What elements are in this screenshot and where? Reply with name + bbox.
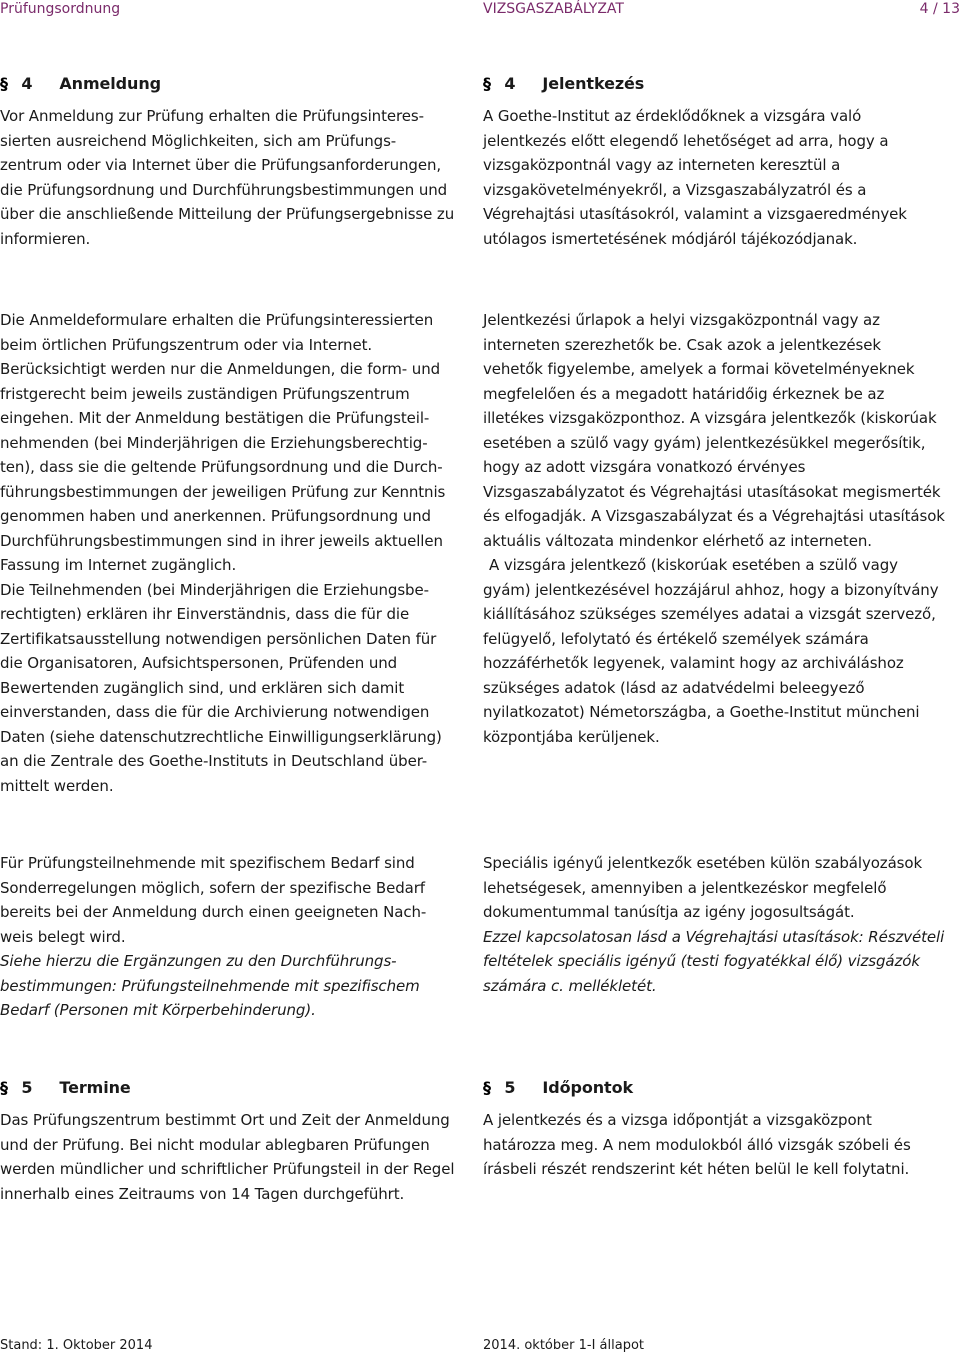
section-heading: [0, 72, 456, 96]
section-heading: [483, 72, 945, 96]
special-needs-text-hu: [483, 851, 945, 998]
section-title: Termine: [59, 1078, 131, 1097]
section-number: 4: [21, 74, 33, 93]
section-text: A jelentkezés és a vizsga időpontját a vizsgaközpont határozza meg. A nem modulokból álló vizsgák szóbeli és írásbeli részét rendszerint két héten belül le kell folytatni.: [483, 1111, 911, 1178]
section-4-de: [0, 72, 456, 251]
section-number: 4: [504, 74, 516, 93]
paragraph: Jelentkezési űrlapok a helyi vizsgaközpontnál vagy az interneten szerezhetők be. Csak azok a jelentkezések vehetők figyelembe, amelyek a formai követelményeknek megfelelően és a megadott határidőig érkeznek be az illetékes vizsgaközponthoz. A vizsgára jelentkezők (kiskorúak esetében a szülő vagy gyám) jelentkezésükkel megerősítik, hogy az adott vizsgára vonatkozó érvényes Vizsgaszabályzatot és Végrehajtási utasításokat megismerték és elfogadják. A Vizsgaszabályzat és a Végrehajtási utasítások aktuális változata mindenkor elérhető az interneten.: [483, 311, 945, 550]
section-text: A Goethe-Institut az érdeklődőknek a vizsgára való jelentkezés előtt elegendő lehetőséget ad arra, hogy a vizsgaközpontnál vagy az interneten keresztül a vizsgakövetelményekről, a Vizsgaszabályzatról és a Végrehajtási utasításokról, valamint a vizsgaeredmények utólagos ismertetésének módjáról tájékozódjanak.: [483, 107, 907, 248]
section-title: Jelentkezés: [542, 74, 645, 93]
paragraph: Ezzel kapcsolatosan lásd a Végrehajtási utasítások: Részvételi feltételek speciális igényű (testi fogyatékkal élő) vizsgázók számára c. mellékletét.: [483, 927, 945, 995]
paragraph: Siehe hierzu die Ergänzungen zu den Durchführungs-bestimmungen: Prüfungsteilnehmende mit spezifischem Bedarf (Personen mit Körperbehinderung).: [0, 952, 420, 1019]
section-4-hu: [483, 72, 945, 251]
footer-date-de: Stand: 1. Oktober 2014: [0, 1338, 153, 1353]
section-heading: [0, 1076, 456, 1100]
paragraph: Für Prüfungsteilnehmende mit spezifischem Bedarf sind Sonderregelungen möglich, sofern der spezifische Bedarf bereits bei der Anmeldung durch einen geeigneten Nach-weis belegt wird.: [0, 854, 427, 946]
paragraph: A vizsgára jelentkező (kiskorúak esetében a szülő vagy gyám) jelentkezésével hozzájárul ahhoz, hogy a bizonyítvány kiállításához szükséges személyes adatai a vizsgát szervező, felügyelő, lefolytató és értékelő személyek számára hozzáférhetők legyenek, valamint hogy az archiváláshoz szükséges adatok (lásd az adatvédelmi beleegyező nyilatkozatot) Németországba, a Goethe-Institut müncheni központjába kerüljenek.: [483, 556, 939, 746]
footer-date-hu: 2014. október 1-I állapot: [483, 1338, 644, 1353]
page-number: 4 / 13: [919, 1, 960, 17]
section-heading: [483, 1076, 945, 1100]
header-title-hu: VIZSGASZABÁLYZAT: [483, 1, 624, 17]
section-title: Anmeldung: [59, 74, 161, 93]
section-sign: §: [0, 74, 8, 93]
section-number: 5: [504, 1078, 516, 1097]
section-number: 5: [21, 1078, 33, 1097]
section-text: Das Prüfungszentrum bestimmt Ort und Zeit der Anmeldung und der Prüfung. Bei nicht modular ablegbaren Prüfungen werden mündlicher und schriftlicher Prüfungsteil in der Regel innerhalb eines Zeitraums von 14 Tagen durchgeführt.: [0, 1111, 455, 1203]
section-sign: §: [483, 74, 491, 93]
section-sign: §: [0, 1078, 8, 1097]
paragraph: Die Anmeldeformulare erhalten die Prüfungsinteressierten beim örtlichen Prüfungszentrum oder via Internet. Berücksichtigt werden nur die Anmeldungen, die form- und fristgerecht beim jeweils zuständigen Prüfungszentrum eingehen. Mit der Anmeldung bestätigen die Prüfungsteil-nehmenden (bei Minderjährigen die Erziehungsberechtig-ten), dass sie die geltende Prüfungsordnung und die Durch-führungsbestimmungen der jeweiligen Prüfung zur Kenntnis genommen haben und anerkennen. Prüfungsordnung und Durchführungsbestimmungen sind in ihrer jeweils aktuellen Fassung im Internet zugänglich.: [0, 311, 446, 574]
section-sign: §: [483, 1078, 491, 1097]
page-header: [0, 0, 960, 22]
registration-text-de: [0, 308, 456, 798]
paragraph: Die Teilnehmenden (bei Minderjährigen die Erziehungsbe-rechtigten) erklären ihr Einverständnis, dass die für die Zertifikatsausstellung notwendigen persönlichen Daten für die Organisatoren, Aufsichtspersonen, Prüfenden und Bewertenden zugänglich sind, und erklären sich damit einverstanden, dass die für die Archivierung notwendigen Daten (siehe datenschutzrechtliche Einwilligungserklärung) an die Zentrale des Goethe-Instituts in Deutschland über-mittelt werden.: [0, 580, 442, 795]
header-title-de: Prüfungsordnung: [0, 1, 121, 17]
section-5-de: [0, 1076, 456, 1206]
special-needs-text-de: [0, 851, 456, 1023]
section-5-hu: [483, 1076, 945, 1182]
section-title: Időpontok: [542, 1078, 634, 1097]
registration-text-hu: [483, 308, 945, 749]
section-text: Vor Anmeldung zur Prüfung erhalten die Prüfungsinteres-sierten ausreichend Möglichkeiten, sich am Prüfungs-zentrum oder via Internet über die Prüfungsanforderungen, die Prüfungsordnung und Durchführungsbestimmungen und über die anschließende Mitteilung der Prüfungsergebnisse zu informieren.: [0, 107, 455, 248]
paragraph: Speciális igényű jelentkezők esetében külön szabályozások lehetségesek, amennyiben a jelentkezéskor megfelelő dokumentummal tanúsítja az igény jogosultságát.: [483, 854, 923, 921]
